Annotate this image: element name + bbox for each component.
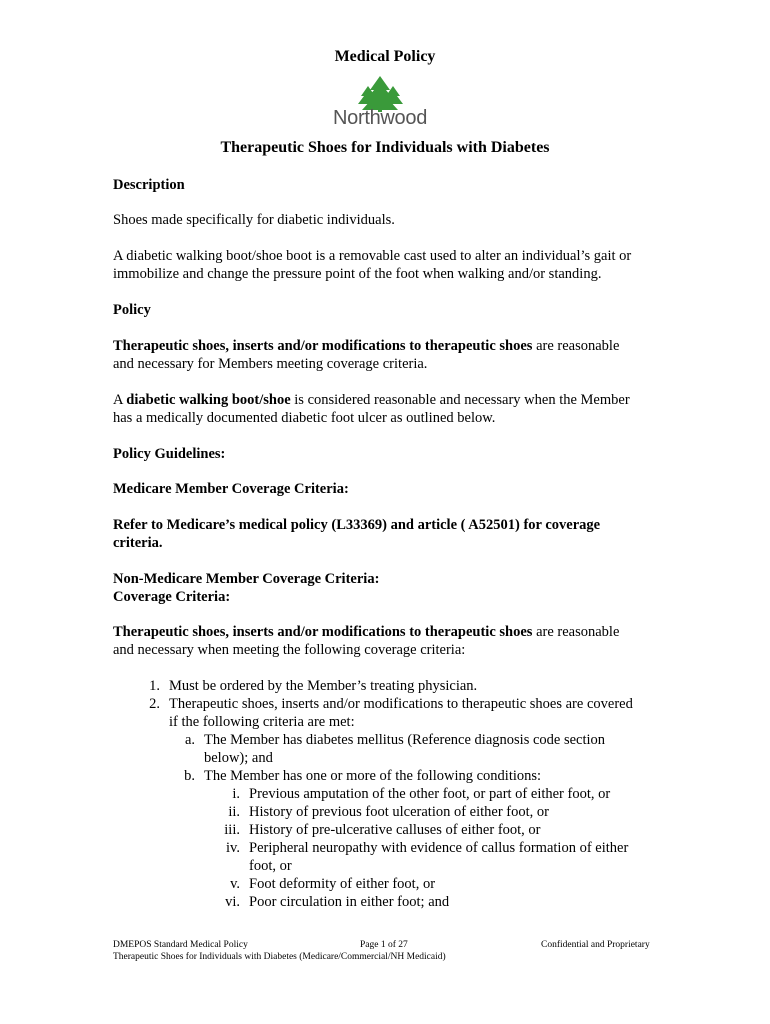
footer-confidential: Confidential and Proprietary bbox=[541, 940, 650, 950]
list-roman: vi. bbox=[225, 894, 240, 910]
description-heading: Description bbox=[113, 177, 185, 193]
list-item-text: Poor circulation in either foot; and bbox=[249, 894, 450, 910]
list-item-b bbox=[178, 767, 542, 785]
list-item-iv-continuation: foot, or bbox=[249, 858, 292, 874]
policy-p2-rest: is considered reasonable and necessary when the Member bbox=[290, 392, 630, 408]
coverage-paragraph-line-2: and necessary when meeting the following coverage criteria: bbox=[113, 642, 466, 658]
policy-guidelines-heading: Policy Guidelines: bbox=[113, 446, 226, 462]
footer-policy-name: DMEPOS Standard Medical Policy bbox=[113, 940, 248, 950]
policy-p1-bold: Therapeutic shoes, inserts and/or modifications to therapeutic shoes bbox=[113, 338, 533, 354]
list-item-text: Must be ordered by the Member’s treating physician. bbox=[169, 678, 478, 694]
list-letter: b. bbox=[184, 768, 195, 784]
list-item-a-continuation: below); and bbox=[204, 750, 273, 766]
list-roman: iv. bbox=[226, 840, 240, 856]
list-number: 2. bbox=[149, 696, 160, 712]
coverage-p-bold: Therapeutic shoes, inserts and/or modifications to therapeutic shoes bbox=[113, 624, 533, 640]
footer-document-title: Therapeutic Shoes for Individuals with Diabetes (Medicare/Commercial/NH Medicaid) bbox=[113, 952, 446, 962]
list-item-v bbox=[212, 875, 436, 893]
coverage-criteria-heading: Coverage Criteria: bbox=[113, 589, 231, 605]
policy-paragraph-2-line-2: has a medically documented diabetic foot ulcer as outlined below. bbox=[113, 410, 496, 426]
list-item-text: Therapeutic shoes, inserts and/or modifications to therapeutic shoes are covered bbox=[169, 696, 633, 712]
policy-p2-bold: diabetic walking boot/shoe bbox=[126, 392, 291, 408]
list-item-iii bbox=[212, 821, 541, 839]
document-title: Therapeutic Shoes for Individuals with Diabetes bbox=[220, 139, 550, 156]
list-roman: v. bbox=[230, 876, 240, 892]
list-item-text: History of pre-ulcerative calluses of either foot, or bbox=[249, 822, 541, 838]
footer-page-number: Page 1 of 27 bbox=[360, 940, 408, 950]
list-item-i bbox=[212, 785, 611, 803]
list-roman: ii. bbox=[228, 804, 240, 820]
policy-p2-pre: A bbox=[113, 392, 127, 408]
policy-p1-rest: are reasonable bbox=[532, 338, 620, 354]
policy-heading: Policy bbox=[113, 302, 151, 318]
list-roman: i. bbox=[232, 786, 240, 802]
medicare-reference-line-1: Refer to Medicare’s medical policy (L33369) and article ( A52501) for coverage bbox=[113, 517, 601, 533]
list-item-iv bbox=[212, 839, 629, 857]
list-item-text: Previous amputation of the other foot, or part of either foot, or bbox=[249, 786, 611, 802]
list-item-2 bbox=[140, 695, 633, 713]
list-item-text: The Member has diabetes mellitus (Reference diagnosis code section bbox=[204, 732, 606, 748]
list-item-2-continuation: if the following criteria are met: bbox=[169, 714, 355, 730]
list-item-a bbox=[178, 731, 606, 749]
non-medicare-criteria-heading: Non-Medicare Member Coverage Criteria: bbox=[113, 571, 380, 587]
description-paragraph-2-line-2: immobilize and change the pressure point of the foot when walking and/or standing. bbox=[113, 266, 602, 282]
description-paragraph-2-line-1: A diabetic walking boot/shoe boot is a removable cast used to alter an individual’s gait or bbox=[113, 248, 632, 264]
medicare-criteria-heading: Medicare Member Coverage Criteria: bbox=[113, 481, 349, 497]
list-letter: a. bbox=[184, 732, 195, 748]
list-item-text: The Member has one or more of the following conditions: bbox=[204, 768, 542, 784]
medicare-reference-line-2: criteria. bbox=[113, 535, 163, 551]
logo-wordmark: Northwood bbox=[333, 107, 428, 129]
coverage-paragraph-line-1 bbox=[113, 623, 619, 641]
list-item-text: History of previous foot ulceration of either foot, or bbox=[249, 804, 549, 820]
policy-paragraph-2-line-1 bbox=[113, 391, 630, 409]
list-item-vi bbox=[212, 893, 450, 911]
list-item-1 bbox=[140, 677, 478, 695]
list-item-text: Foot deformity of either foot, or bbox=[249, 876, 436, 892]
coverage-p-rest: are reasonable bbox=[532, 624, 620, 640]
list-roman: iii. bbox=[224, 822, 240, 838]
list-item-text: Peripheral neuropathy with evidence of callus formation of either bbox=[249, 840, 629, 856]
policy-paragraph-1-line-1 bbox=[113, 337, 619, 355]
list-number: 1. bbox=[149, 678, 160, 694]
description-paragraph-1: Shoes made specifically for diabetic individuals. bbox=[113, 212, 395, 228]
list-item-ii bbox=[212, 803, 549, 821]
page-title: Medical Policy bbox=[334, 48, 436, 65]
policy-paragraph-1-line-2: and necessary for Members meeting coverage criteria. bbox=[113, 356, 428, 372]
